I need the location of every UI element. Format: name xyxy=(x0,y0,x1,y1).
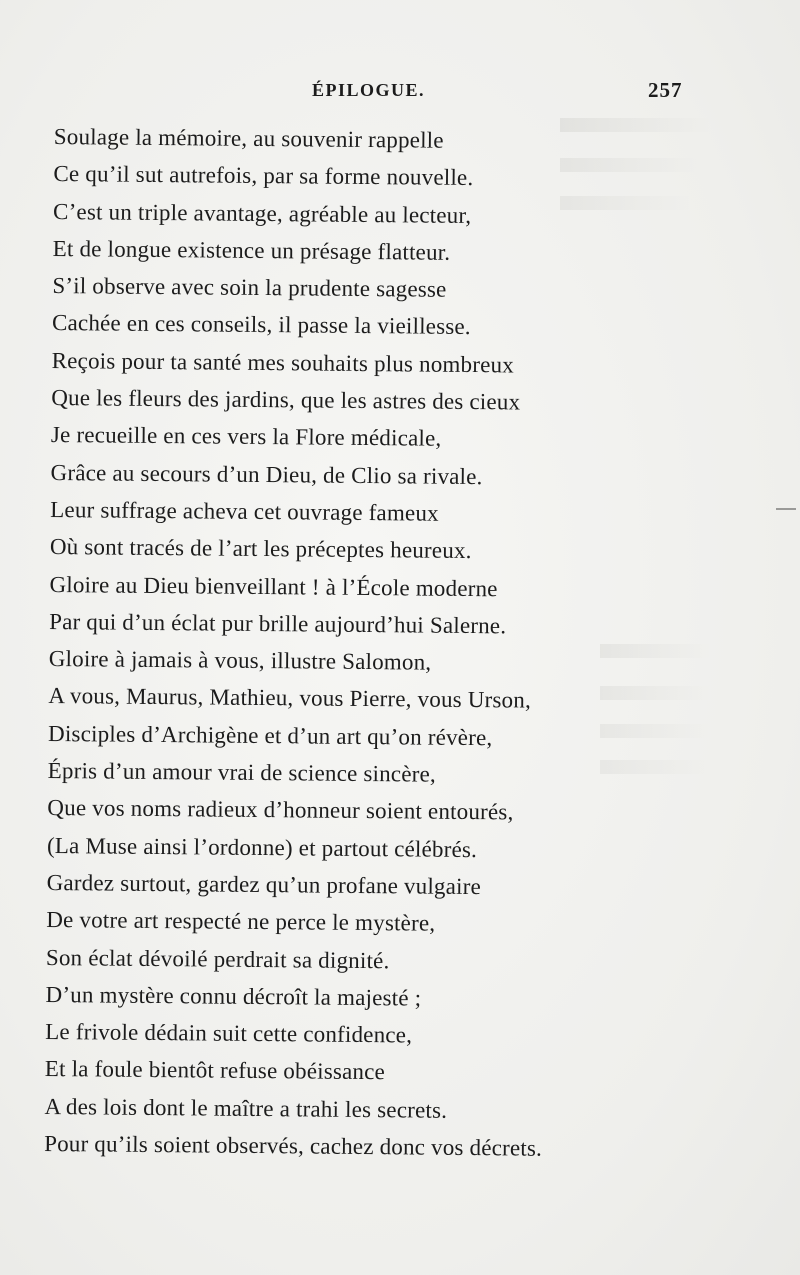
poem-text xyxy=(44,118,754,1169)
verse-line: Leur suffrage acheva cet ouvrage fameux xyxy=(50,496,439,526)
verse-line: Par qui d’un éclat pur brille aujourd’hui Salerne. xyxy=(49,608,507,639)
verse-line: Gloire à jamais à vous, illustre Salomon, xyxy=(48,646,432,675)
verse-line: Je recueille en ces vers la Flore médicale, xyxy=(50,422,442,452)
verse-line: C’est un triple avantage, agréable au lecteur, xyxy=(52,198,472,228)
verse-line: Et la foule bientôt refuse obéissance xyxy=(44,1056,386,1085)
verse-line: A vous, Maurus, Mathieu, vous Pierre, vous Urson, xyxy=(48,683,532,714)
verse-line: S’il observe avec soin la prudente sagesse xyxy=(52,273,447,302)
verse-line: De votre art respecté ne perce le mystère, xyxy=(46,907,436,936)
verse-line: Grâce au secours d’un Dieu, de Clio sa rivale. xyxy=(50,459,483,489)
verse-line: (La Muse ainsi l’ordonne) et partout célébrés. xyxy=(46,832,478,862)
verse-line: Son éclat dévoilé perdrait sa dignité. xyxy=(45,944,390,973)
verse-line: Gloire au Dieu bienveillant ! à l’École moderne xyxy=(49,571,498,601)
verse-line: Épris d’un amour vrai de science sincère, xyxy=(47,758,437,787)
verse-line: D’un mystère connu décroît la majesté ; xyxy=(45,981,422,1011)
verse-line: Le frivole dédain suit cette confidence, xyxy=(45,1019,413,1048)
verse-line: Disciples d’Archigène et d’un art qu’on révère, xyxy=(47,720,493,750)
running-title: ÉPILOGUE. xyxy=(312,80,426,100)
verse-line: Que vos noms radieux d’honneur soient entourés, xyxy=(47,795,514,825)
verse-line: Et de longue existence un présage flatteur. xyxy=(52,235,451,265)
verse-line: A des lois dont le maître a trahi les secrets. xyxy=(44,1093,448,1123)
page-number: 257 xyxy=(648,78,683,102)
verse-line: Gardez surtout, gardez qu’un profane vulgaire xyxy=(46,869,482,900)
verse-line: Pour qu’ils soient observés, cachez donc vos décrets. xyxy=(44,1130,543,1161)
verse-line: Soulage la mémoire, au souvenir rappelle xyxy=(53,123,444,153)
verse-line: Reçois pour ta santé mes souhaits plus nombreux xyxy=(51,347,515,378)
verse-line: Cachée en ces conseils, il passe la vieillesse. xyxy=(51,310,471,340)
verse-line: Que les fleurs des jardins, que les astres des cieux xyxy=(51,385,521,415)
page-header xyxy=(0,80,800,110)
verse-line: Ce qu’il sut autrefois, par sa forme nouvelle. xyxy=(53,161,474,191)
verse-line: Où sont tracés de l’art les préceptes heureux. xyxy=(49,534,472,564)
margin-tick xyxy=(776,508,796,510)
